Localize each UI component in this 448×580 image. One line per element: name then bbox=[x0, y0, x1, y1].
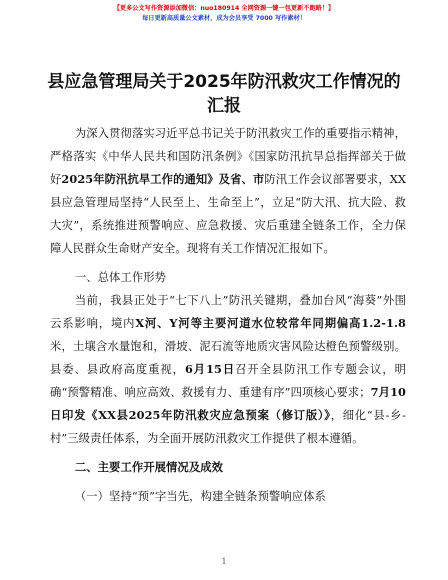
s1-text-end: ，细化“县-乡-村”三级责任体系，为全面开展防汛救灾工作提供了根本遵循。 bbox=[50, 409, 406, 445]
document-title: 县应急管理局关于2025年防汛救灾工作情况的汇报 bbox=[47, 72, 401, 116]
s1-text-mid-1: 米，土壤含水量饱和，滑坡、泥石流等地质灾害风险达橙色预警级别。县委、县政府高度重视， bbox=[50, 340, 406, 376]
promo-banner bbox=[0, 4, 448, 24]
s1-text-bold-3: 7月10日印发《XX县2025年防汛救灾应急预案（修订版）》 bbox=[50, 385, 406, 422]
page-number: 1 bbox=[221, 557, 227, 566]
section-2-heading: 二、主要工作开展情况及成效 bbox=[74, 460, 224, 474]
s1-text-mid-2: 召开全县防汛工作专题会议，明确“预警精准、响应高效、救援有力、重建有序”四项核心要求； bbox=[50, 363, 406, 399]
intro-text-end: 防汛工作会议部署要求，XX县应急管理局坚持“人民至上、生命至上”，立足“防大汛、抗大险、救大灾”，系统推进预警响应、应急救援、灾后重建全链条工作，全力保障人民群众生命财产安全。现将有关工作情况汇报如下。 bbox=[50, 173, 407, 255]
intro-paragraph bbox=[50, 122, 406, 260]
intro-text-bold: 2025年防汛抗旱工作的通知》及省、市 bbox=[61, 172, 265, 186]
document-body bbox=[50, 122, 406, 508]
s1-text-start: 当前，我县正处于“七下八上”防汛关键期，叠加台风“海葵”外围云系影响，境内 bbox=[50, 294, 406, 330]
section-1-paragraph bbox=[50, 289, 406, 450]
banner-line-2: 每日更新高质量公文素材，成为会员享受 7000 写作素材！ bbox=[142, 15, 306, 22]
s1-text-bold-1: X河、Y河等主要河道水位较常年同期偏高1.2-1.8 bbox=[135, 316, 407, 330]
section-2-subheading-1: （一）坚持“预”字当先，构建全链条预警响应体系 bbox=[74, 490, 326, 503]
s1-text-bold-2: 6月15日 bbox=[184, 362, 236, 376]
banner-line-1: 【更多公文写作资源添加微信：nuo180914 全网资源一键一包更新不跑路！】 bbox=[113, 5, 335, 12]
section-1-heading: 一、总体工作形势 bbox=[74, 271, 167, 284]
intro-text-start: 为深入贯彻落实习近平总书记关于防汛救灾工作的重要指示精神，严格落实《中华人民共和国防汛条例》《国家防汛抗旱总指挥部关于做好 bbox=[50, 127, 406, 186]
